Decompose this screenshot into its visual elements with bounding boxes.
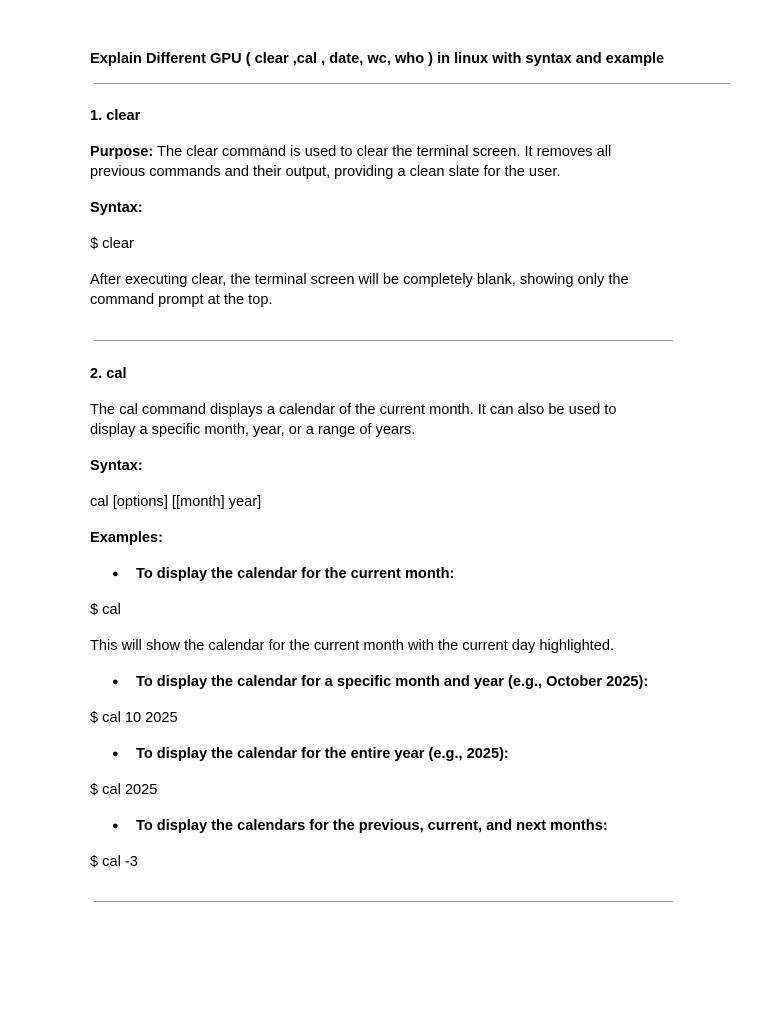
bullet-icon: ● (112, 676, 119, 688)
clear-syntax-label: Syntax: (90, 200, 143, 216)
example-1-note: This will show the calendar for the current month with the current day highlighted. (90, 638, 615, 654)
section-clear-heading: 1. clear (90, 108, 141, 124)
clear-after-line1: After executing clear, the terminal screen will be completely blank, showing only the (90, 272, 629, 288)
section-divider-1 (94, 340, 673, 341)
clear-syntax-code: $ clear (90, 236, 134, 252)
cal-intro-line2: display a specific month, year, or a range of years. (90, 422, 416, 438)
example-4-code: $ cal -3 (90, 854, 138, 870)
purpose-label: Purpose: (90, 144, 154, 160)
section-cal-heading: 2. cal (90, 366, 127, 382)
cal-syntax-code: cal [options] [[month] year] (90, 494, 262, 510)
clear-purpose-line2: previous commands and their output, providing a clean slate for the user. (90, 164, 561, 180)
bullet-icon: ● (112, 568, 119, 580)
example-4-label: To display the calendars for the previous, current, and next months: (136, 818, 608, 834)
example-3-label: To display the calendar for the entire year (e.g., 2025): (136, 746, 509, 762)
example-1-label: To display the calendar for the current month: (136, 566, 455, 582)
example-3-code: $ cal 2025 (90, 782, 158, 798)
example-2-label: To display the calendar for a specific month and year (e.g., October 2025): (136, 674, 649, 690)
example-1-code: $ cal (90, 602, 121, 618)
clear-purpose-line1 (90, 142, 611, 162)
clear-after-line2: command prompt at the top. (90, 292, 273, 308)
purpose-text: The clear command is used to clear the terminal screen. It removes all (153, 144, 612, 160)
cal-examples-label: Examples: (90, 530, 164, 546)
section-divider-2 (94, 901, 673, 902)
cal-intro-line1: The cal command displays a calendar of the current month. It can also be used to (90, 402, 617, 418)
bullet-icon: ● (112, 748, 119, 760)
bullet-icon: ● (112, 820, 119, 832)
example-2-code: $ cal 10 2025 (90, 710, 178, 726)
document-title: Explain Different GPU ( clear ,cal , date, wc, who ) in linux with syntax and example (90, 51, 665, 67)
title-divider (94, 83, 730, 84)
cal-syntax-label: Syntax: (90, 458, 143, 474)
